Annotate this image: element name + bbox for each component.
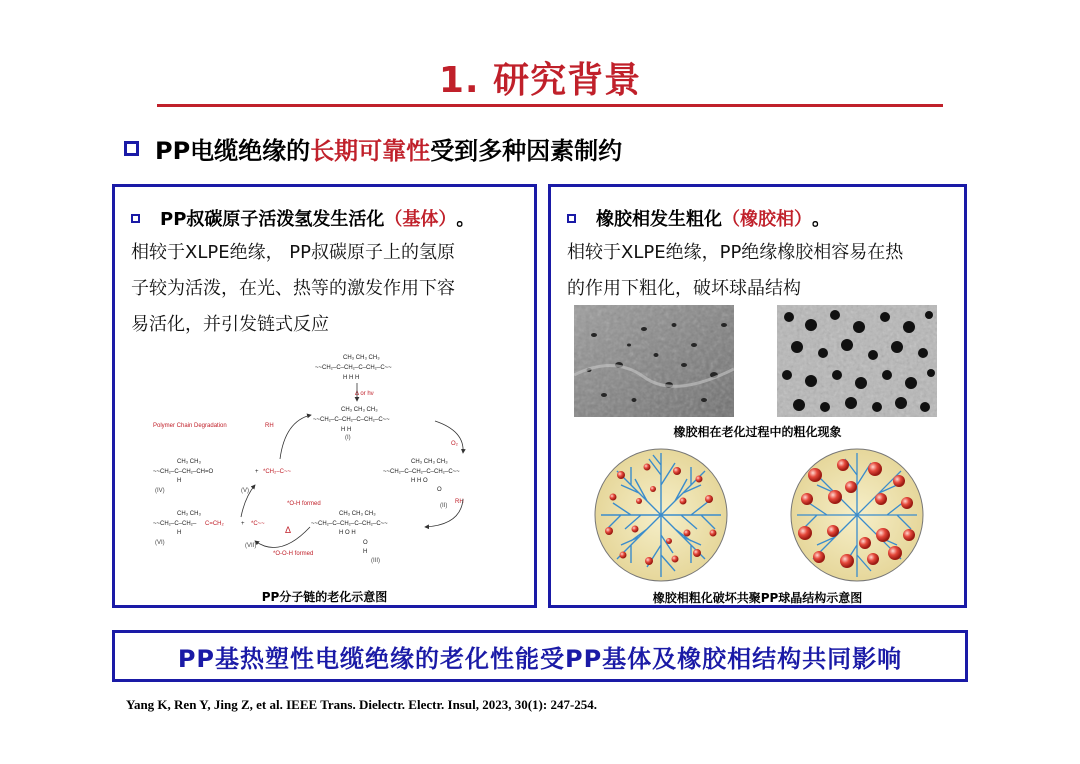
left-line-3: 易活化，并引发链式反应 bbox=[131, 314, 329, 335]
svg-text:~~CH₂–C–CH₂–C–CH₂–C~~: ~~CH₂–C–CH₂–C–CH₂–C~~ bbox=[311, 521, 388, 527]
roman-6: (VI) bbox=[155, 540, 165, 546]
svg-text:H H H: H H H bbox=[343, 375, 360, 381]
svg-text:CH₃ CH₃: CH₃ CH₃ bbox=[177, 459, 201, 465]
left-head-highlight: （基体） bbox=[384, 209, 457, 230]
svg-text:CH₃ CH₃ CH₃: CH₃ CH₃ CH₃ bbox=[341, 407, 378, 413]
roman-5: (V) bbox=[241, 488, 249, 494]
left-head-prefix: PP叔碳原子活泼氢发生活化 bbox=[160, 209, 385, 230]
svg-text:~~CH₂–C–CH₂–C–CH₂–C~~: ~~CH₂–C–CH₂–C–CH₂–C~~ bbox=[383, 469, 460, 475]
heading-highlight: 长期可靠性 bbox=[310, 136, 431, 165]
sem-image-before bbox=[574, 305, 734, 417]
svg-text:*C~~: *C~~ bbox=[251, 521, 265, 527]
label-light: Δ or hν bbox=[355, 391, 374, 397]
title-underline bbox=[157, 104, 943, 107]
right-line-1: 相较于XLPE绝缘，PP绝缘橡胶相容易在热 bbox=[567, 242, 904, 263]
svg-text:O: O bbox=[363, 540, 368, 546]
svg-text:+: + bbox=[255, 469, 259, 475]
roman-3: (III) bbox=[371, 558, 380, 564]
roman-4: (IV) bbox=[155, 488, 165, 494]
label-rh-2: RH bbox=[455, 499, 464, 505]
right-paragraph bbox=[567, 235, 903, 307]
left-line-2: 子较为活泼，在光、热等的激发作用下容 bbox=[131, 278, 455, 299]
svg-text:~~CH₂–C–CH₂–CH=O: ~~CH₂–C–CH₂–CH=O bbox=[153, 469, 214, 475]
right-caption-bottom: 橡胶相粗化破坏共聚PP球晶结构示意图 bbox=[652, 591, 863, 605]
left-line-1: 相较于XLPE绝缘， PP叔碳原子上的氢原 bbox=[131, 242, 456, 263]
svg-text:~~CH₂–C–CH₂–: ~~CH₂–C–CH₂– bbox=[153, 521, 197, 527]
svg-text:H: H bbox=[177, 478, 182, 484]
roman-7: (VII) bbox=[245, 543, 257, 549]
square-bullet-icon bbox=[124, 141, 139, 156]
spherulite-diagram-before bbox=[591, 445, 731, 585]
label-ooh-formed: *O-O-H formed bbox=[273, 551, 314, 557]
right-panel bbox=[548, 184, 967, 608]
svg-text:H O H: H O H bbox=[339, 530, 356, 536]
svg-text:O: O bbox=[437, 487, 442, 493]
svg-text:H: H bbox=[363, 549, 368, 555]
section-heading bbox=[124, 131, 622, 165]
right-head-highlight: （橡胶相） bbox=[722, 209, 812, 230]
heading-prefix: PP电缆绝缘的 bbox=[155, 136, 311, 165]
svg-text:~~CH₂–C–CH₂–C–CH₂–C~~: ~~CH₂–C–CH₂–C–CH₂–C~~ bbox=[315, 365, 392, 371]
conclusion-box bbox=[112, 630, 968, 682]
svg-text:H H: H H bbox=[341, 427, 352, 433]
small-square-bullet-icon bbox=[567, 214, 576, 223]
label-o2: O₂ bbox=[451, 441, 458, 447]
svg-text:H H O: H H O bbox=[411, 478, 428, 484]
svg-text:*CH₂–C~~: *CH₂–C~~ bbox=[263, 469, 292, 475]
right-panel-heading bbox=[567, 205, 830, 231]
svg-text:CH₃ CH₃ CH₃: CH₃ CH₃ CH₃ bbox=[343, 355, 380, 361]
right-head-suffix: 。 bbox=[812, 209, 830, 230]
left-head-suffix: 。 bbox=[456, 209, 475, 230]
right-line-2: 的作用下粗化，破坏球晶结构 bbox=[567, 278, 801, 299]
svg-text:+: + bbox=[241, 521, 245, 527]
label-rh-1: RH bbox=[265, 423, 274, 429]
label-oh-formed: *O-H formed bbox=[287, 501, 321, 507]
label-degradation: Polymer Chain Degradation bbox=[153, 423, 227, 429]
spherulite-diagram-after bbox=[787, 445, 927, 585]
roman-2: (II) bbox=[440, 503, 448, 509]
left-panel bbox=[112, 184, 537, 608]
svg-text:CH₃ CH₃ CH₃: CH₃ CH₃ CH₃ bbox=[339, 511, 376, 517]
small-square-bullet-icon bbox=[131, 214, 140, 223]
sem-image-after bbox=[777, 305, 937, 417]
left-panel-heading bbox=[131, 205, 474, 231]
left-paragraph bbox=[131, 235, 455, 343]
conclusion-text: PP基热塑性电缆绝缘的老化性能受PP基体及橡胶相结构共同影响 bbox=[177, 644, 903, 673]
left-diagram-caption: PP分子链的老化示意图 bbox=[261, 590, 388, 604]
right-caption-top: 橡胶相在老化过程中的粗化现象 bbox=[673, 425, 842, 439]
svg-text:CH₃ CH₃: CH₃ CH₃ bbox=[177, 511, 201, 517]
svg-text:CH₃ CH₃ CH₃: CH₃ CH₃ CH₃ bbox=[411, 459, 448, 465]
reference-citation: Yang K, Ren Y, Jing Z, et al. IEEE Trans. Dielectr. Electr. Insul, 2023, 30(1): 247-254. bbox=[126, 697, 598, 712]
heading-suffix: 受到多种因素制约 bbox=[430, 136, 623, 165]
pp-aging-mechanism-diagram bbox=[145, 349, 515, 574]
svg-text:C=CH₂: C=CH₂ bbox=[205, 521, 224, 527]
roman-1: (I) bbox=[345, 435, 351, 441]
label-delta: Δ bbox=[285, 525, 292, 535]
svg-text:H: H bbox=[177, 530, 182, 536]
slide-title: 1. 研究背景 bbox=[438, 60, 642, 101]
right-head-prefix: 橡胶相发生粗化 bbox=[596, 209, 722, 230]
svg-text:~~CH₂–C–CH₂–C–CH₂–C~~: ~~CH₂–C–CH₂–C–CH₂–C~~ bbox=[313, 417, 390, 423]
